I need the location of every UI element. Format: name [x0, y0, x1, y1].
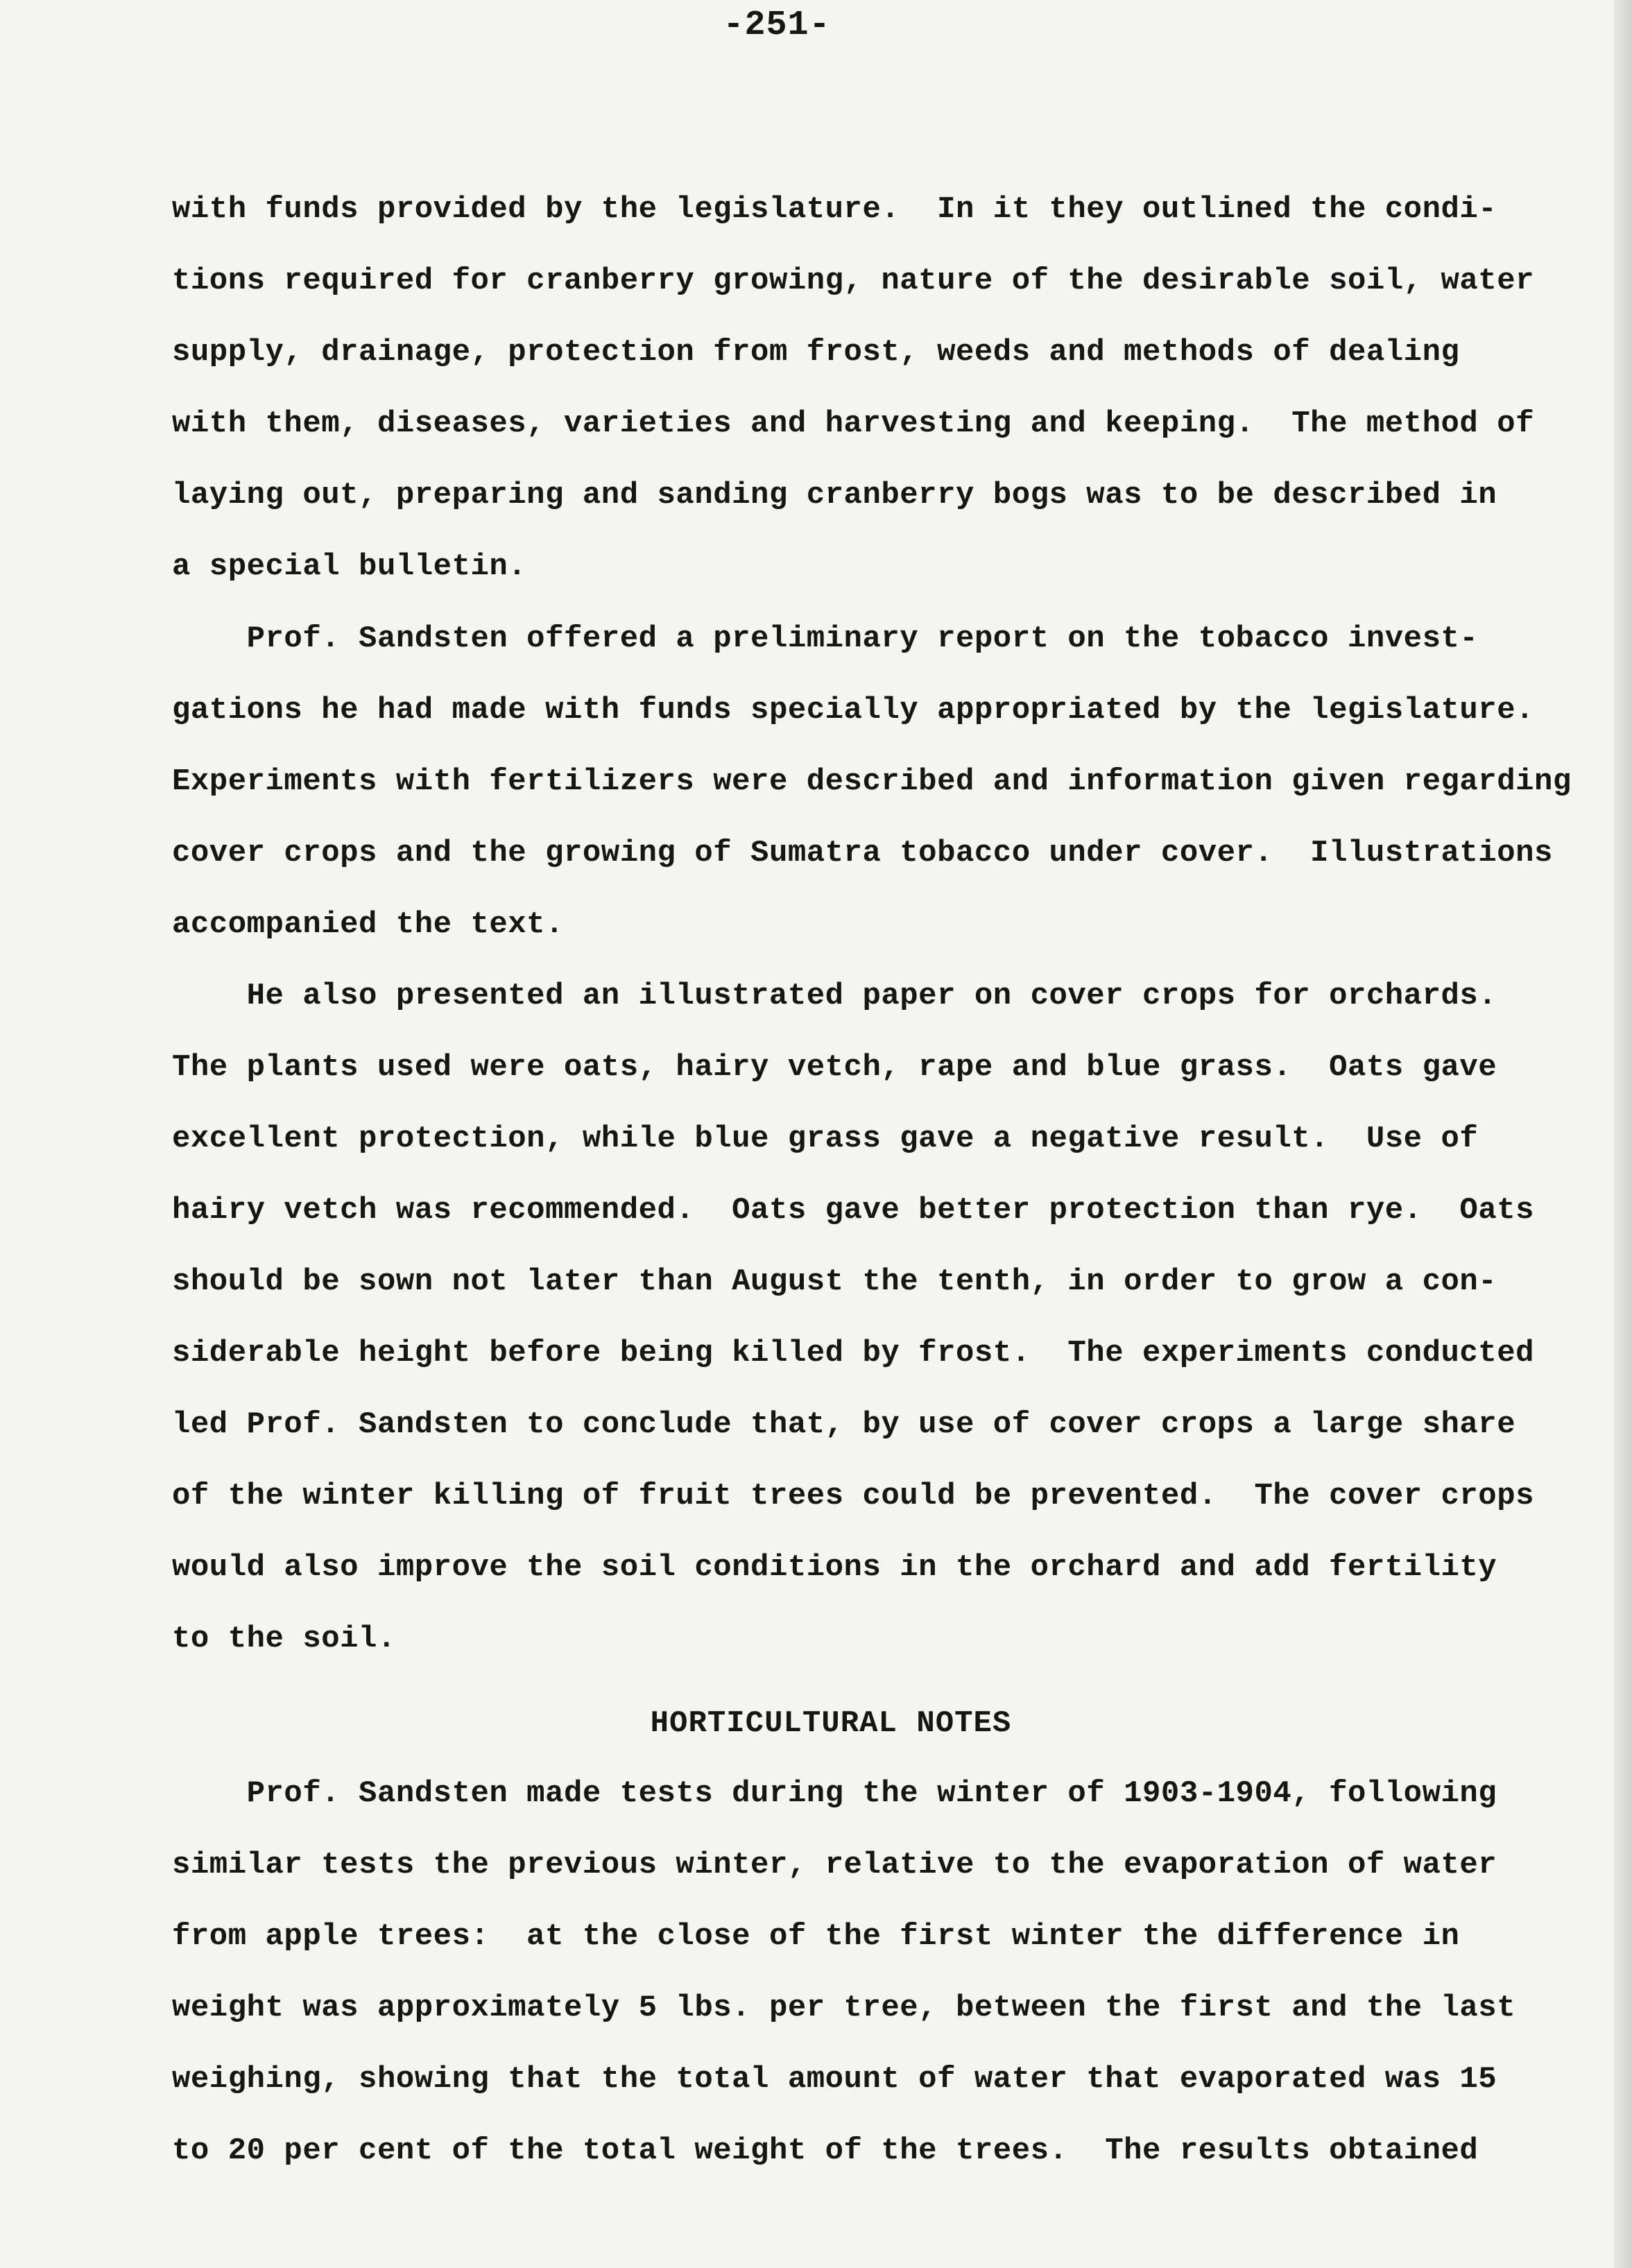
- text-line: weight was approximately 5 lbs. per tree, between the first and the last: [172, 1991, 1516, 2025]
- text-line: to the soil.: [172, 1622, 396, 1656]
- text-line: tions required for cranberry growing, nature of the desirable soil, water: [172, 264, 1535, 298]
- text-line: The plants used were oats, hairy vetch, rape and blue grass. Oats gave: [172, 1050, 1497, 1085]
- text-line: supply, drainage, protection from frost, weeds and methods of dealing: [172, 335, 1460, 370]
- text-line: to 20 per cent of the total weight of the trees. The results obtained: [172, 2133, 1479, 2168]
- text-line: Prof. Sandsten made tests during the winter of 1903-1904, following: [172, 1776, 1497, 1811]
- paragraph-cranberry-report: [172, 174, 1535, 603]
- paragraph-cover-crops: [172, 961, 1535, 1675]
- text-line: accompanied the text.: [172, 907, 564, 942]
- page-number: -251-: [723, 6, 831, 45]
- text-line: from apple trees: at the close of the first winter the difference in: [172, 1919, 1460, 1954]
- text-line: led Prof. Sandsten to conclude that, by use of cover crops a large share: [172, 1407, 1516, 1442]
- text-line: with them, diseases, varieties and harvesting and keeping. The method of: [172, 406, 1535, 441]
- text-line: weighing, showing that the total amount of water that evaporated was 15: [172, 2062, 1497, 2097]
- text-line: siderable height before being killed by frost. The experiments conducted: [172, 1336, 1535, 1371]
- text-line: Prof. Sandsten offered a preliminary report on the tobacco invest-: [172, 621, 1479, 656]
- text-line: He also presented an illustrated paper on cover crops for orchards.: [172, 979, 1497, 1013]
- section-heading: HORTICULTURAL NOTES: [650, 1706, 1012, 1741]
- text-line: similar tests the previous winter, relative to the evaporation of water: [172, 1848, 1497, 1882]
- text-line: hairy vetch was recommended. Oats gave better protection than rye. Oats: [172, 1193, 1535, 1228]
- page-edge-shadow: [1614, 0, 1632, 2268]
- text-line: cover crops and the growing of Sumatra tobacco under cover. Illustrations: [172, 836, 1553, 870]
- text-line: with funds provided by the legislature. In it they outlined the condi-: [172, 192, 1497, 227]
- text-line: gations he had made with funds specially appropriated by the legislature.: [172, 693, 1535, 728]
- paragraph-tobacco-report: [172, 603, 1572, 961]
- text-line: a special bulletin.: [172, 549, 527, 584]
- text-line: would also improve the soil conditions in the orchard and add fertility: [172, 1550, 1497, 1585]
- text-line: excellent protection, while blue grass gave a negative result. Use of: [172, 1122, 1479, 1156]
- text-line: should be sown not later than August the tenth, in order to grow a con-: [172, 1264, 1497, 1299]
- text-line: of the winter killing of fruit trees could be prevented. The cover crops: [172, 1479, 1535, 1513]
- text-line: laying out, preparing and sanding cranberry bogs was to be described in: [172, 478, 1497, 513]
- text-line: Experiments with fertilizers were described and information given regarding: [172, 764, 1572, 799]
- paragraph-evaporation-tests: [172, 1758, 1516, 2187]
